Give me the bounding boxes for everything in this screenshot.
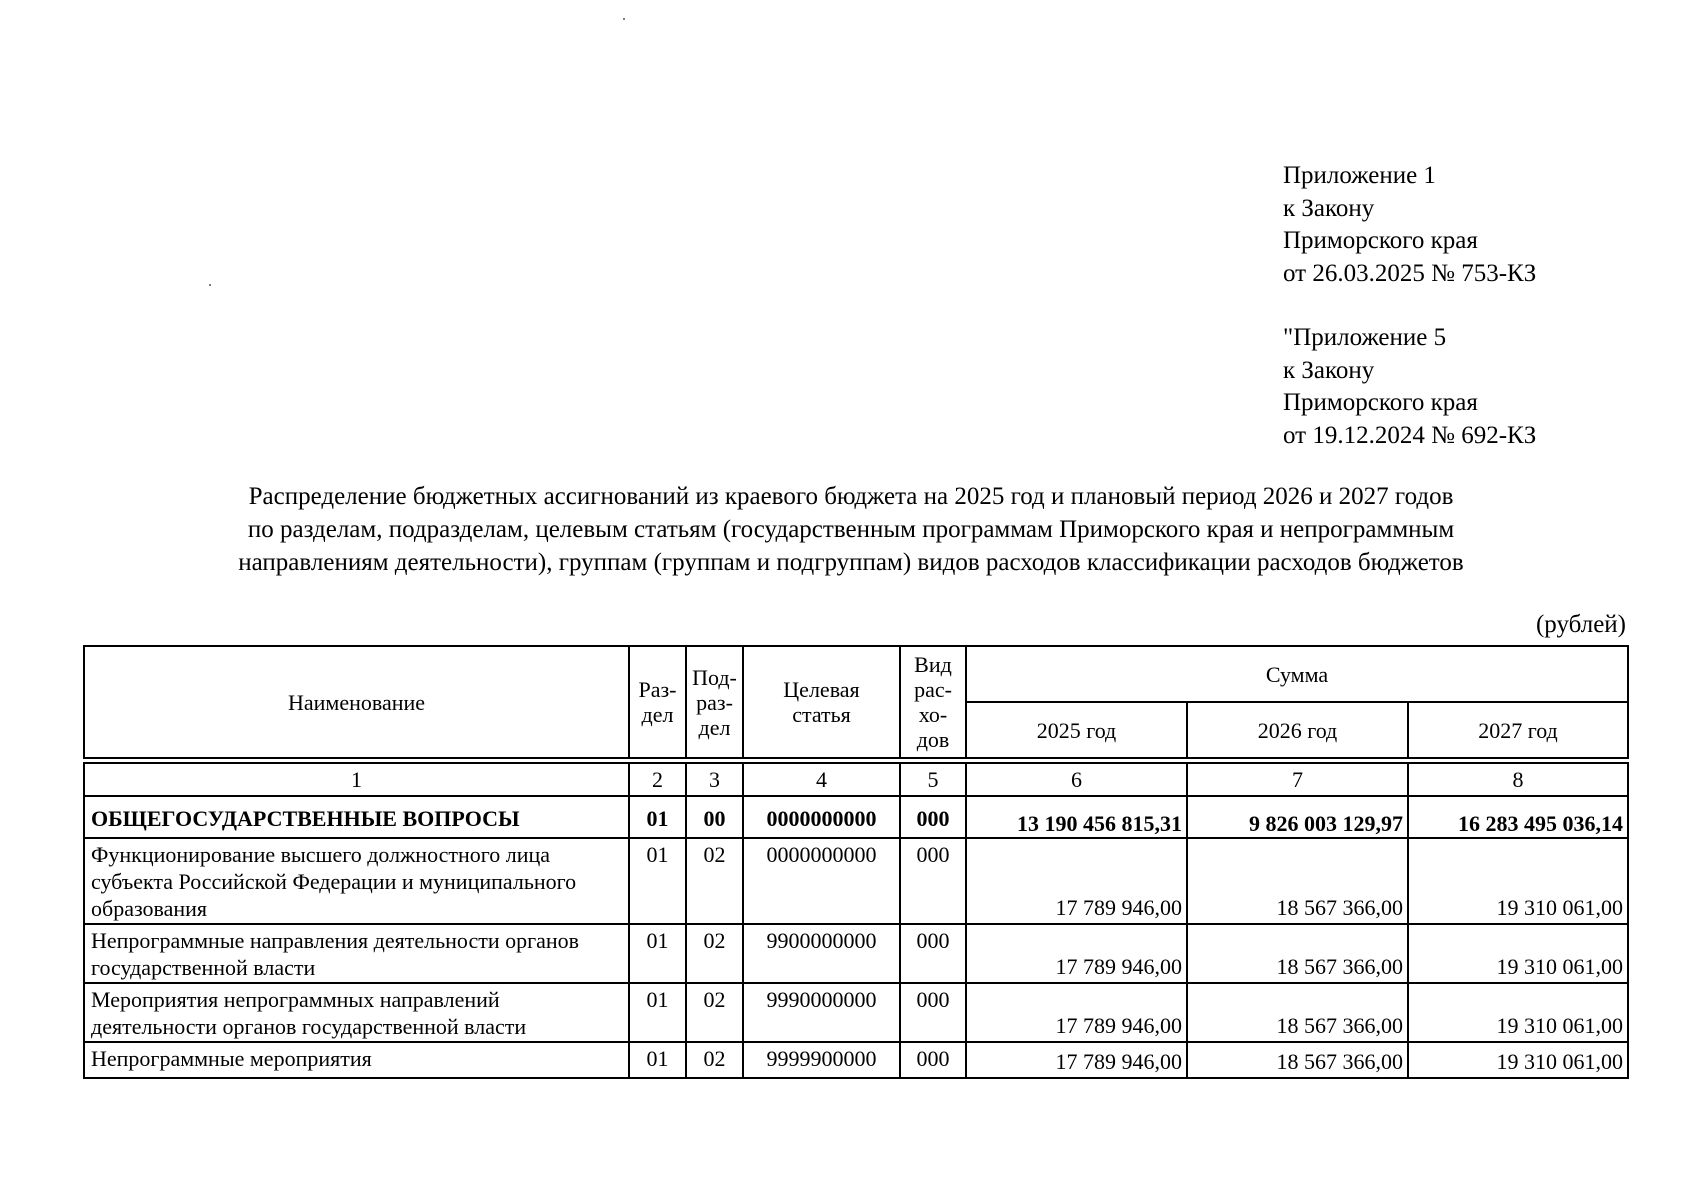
row-name: Непрограммные мероприятия	[84, 1042, 629, 1078]
header-year-2026: 2026 год	[1187, 702, 1408, 758]
table-row	[84, 796, 1628, 838]
row-expense-type: 000	[900, 1042, 966, 1078]
scan-speck	[623, 18, 625, 20]
header-name: Наименование	[84, 646, 629, 758]
header-target	[743, 646, 900, 758]
row-section: 01	[629, 796, 686, 838]
row-amount-2025: 13 190 456 815,31	[966, 796, 1187, 838]
table-row	[84, 983, 1628, 1042]
row-amount-2025: 17 789 946,00	[966, 924, 1187, 983]
row-expense-type: 000	[900, 796, 966, 838]
units-label: (рублей)	[1535, 611, 1626, 638]
header-expense-type-line: Вид	[914, 652, 952, 677]
row-subsection: 02	[686, 1042, 743, 1078]
table-row	[84, 838, 1628, 924]
table-row	[84, 1042, 1628, 1078]
column-number: 7	[1187, 763, 1408, 796]
row-amount-2025: 17 789 946,00	[966, 1042, 1187, 1078]
row-section: 01	[629, 924, 686, 983]
row-amount-2027: 19 310 061,00	[1408, 1042, 1628, 1078]
row-amount-2027: 19 310 061,00	[1408, 983, 1628, 1042]
header-expense-type	[900, 646, 966, 758]
header-section-line: дел	[641, 702, 674, 727]
heading-line: по разделам, подразделам, целевым статьям (государственным программам Приморского края и непрограммным	[247, 516, 1455, 543]
row-subsection: 00	[686, 796, 743, 838]
header-year-2027: 2027 год	[1408, 702, 1628, 758]
document-heading	[120, 480, 1582, 579]
row-target: 0000000000	[743, 796, 900, 838]
header-subsection-line: Под-	[692, 664, 737, 690]
row-section: 01	[629, 838, 686, 924]
row-amount-2027: 19 310 061,00	[1408, 838, 1628, 924]
header-expense-type-line: рас-	[914, 677, 952, 702]
header-sum: Сумма	[966, 646, 1628, 702]
row-target: 9990000000	[743, 983, 900, 1042]
row-amount-2026: 18 567 366,00	[1187, 983, 1408, 1042]
row-amount-2025: 17 789 946,00	[966, 983, 1187, 1042]
header-subsection-line: раз-	[696, 689, 733, 715]
row-section: 01	[629, 1042, 686, 1078]
appendix-line: Приморского края	[1283, 389, 1478, 416]
appendix-line: "Приложение 5	[1283, 324, 1447, 351]
header-subsection	[686, 646, 743, 758]
row-amount-2027: 19 310 061,00	[1408, 924, 1628, 983]
header-section-line: Раз-	[638, 677, 677, 702]
row-name: Мероприятия непрограммных направлений деятельности органов государственной власти	[84, 983, 629, 1042]
column-number: 3	[686, 763, 743, 796]
row-name: Функционирование высшего должностного лица субъекта Российской Федерации и муниципального образования	[84, 838, 629, 924]
column-number: 5	[900, 763, 966, 796]
appendix-current	[1283, 160, 1536, 290]
row-target: 9900000000	[743, 924, 900, 983]
column-number: 4	[743, 763, 900, 796]
appendix-amended	[1283, 322, 1536, 452]
column-number: 6	[966, 763, 1187, 796]
column-number-row	[84, 763, 1628, 796]
row-name: ОБЩЕГОСУДАРСТВЕННЫЕ ВОПРОСЫ	[84, 796, 629, 838]
heading-line: Распределение бюджетных ассигнований из краевого бюджета на 2025 год и плановый период 2026 и 2027 годов	[248, 483, 1454, 510]
appendix-line: от 19.12.2024 № 692-КЗ	[1283, 421, 1537, 449]
header-expense-type-line: дов	[916, 727, 950, 752]
row-expense-type: 000	[900, 924, 966, 983]
column-number: 2	[629, 763, 686, 796]
row-expense-type: 000	[900, 838, 966, 924]
row-amount-2026: 18 567 366,00	[1187, 838, 1408, 924]
header-target-line: Целевая	[783, 677, 860, 702]
row-target: 9999900000	[743, 1042, 900, 1078]
appendix-line: Приложение 1	[1283, 162, 1436, 189]
appendix-line: от 26.03.2025 № 753-КЗ	[1283, 259, 1537, 287]
header-expense-type-line: хо-	[918, 702, 948, 727]
row-section: 01	[629, 983, 686, 1042]
row-amount-2025: 17 789 946,00	[966, 838, 1187, 924]
header-target-line: статья	[792, 702, 851, 727]
column-number: 8	[1408, 763, 1628, 796]
table-row	[84, 924, 1628, 983]
appendix-line: к Закону	[1283, 356, 1375, 384]
header-section	[629, 646, 686, 758]
appendix-line: Приморского края	[1283, 227, 1478, 254]
row-expense-type: 000	[900, 983, 966, 1042]
row-subsection: 02	[686, 983, 743, 1042]
appendix-line: к Закону	[1283, 194, 1375, 222]
heading-line: направлениям деятельности), группам (группам и подгруппам) видов расходов классификации расходов бюджетов	[238, 549, 1464, 576]
budget-table	[83, 645, 1629, 1079]
column-number: 1	[84, 763, 629, 796]
row-subsection: 02	[686, 838, 743, 924]
header-year-2025: 2025 год	[966, 702, 1187, 758]
scan-speck	[209, 284, 211, 286]
row-amount-2027: 16 283 495 036,14	[1408, 796, 1628, 838]
header-subsection-line: дел	[698, 714, 731, 740]
row-amount-2026: 18 567 366,00	[1187, 1042, 1408, 1078]
row-target: 0000000000	[743, 838, 900, 924]
row-amount-2026: 18 567 366,00	[1187, 924, 1408, 983]
row-amount-2026: 9 826 003 129,97	[1187, 796, 1408, 838]
row-subsection: 02	[686, 924, 743, 983]
row-name: Непрограммные направления деятельности органов государственной власти	[84, 924, 629, 983]
